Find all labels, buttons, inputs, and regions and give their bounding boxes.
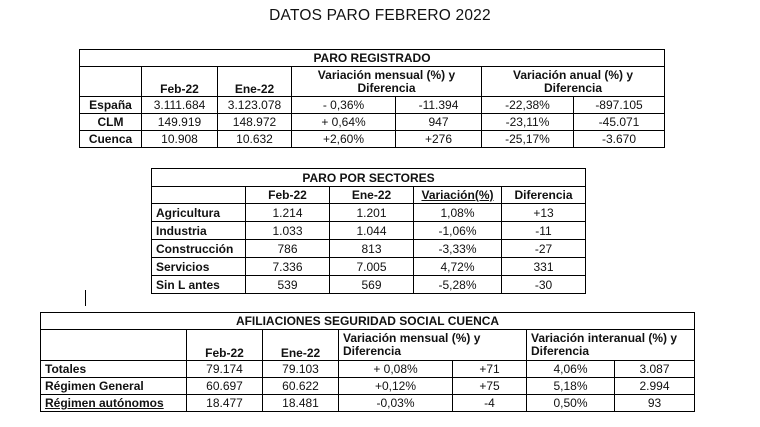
table-row <box>152 276 586 294</box>
cell-feb: 149.919 <box>142 114 218 131</box>
cell-var-i-dif: 93 <box>615 395 695 412</box>
row-label: Agricultura <box>152 204 246 222</box>
cell-feb: 786 <box>246 240 330 258</box>
cell-var-m-dif: +75 <box>453 378 527 395</box>
row-label: Totales <box>41 361 187 378</box>
table-row <box>152 240 586 258</box>
cell-var-m-pct: - 0,36% <box>292 97 396 114</box>
col-header-ene: Ene-22 <box>263 330 339 361</box>
cell-ene: 60.622 <box>263 378 339 395</box>
col-header-ene: Ene-22 <box>330 187 414 204</box>
row-label: Industria <box>152 222 246 240</box>
cell-ene: 148.972 <box>218 114 292 131</box>
cell-var-i-pct: 4,06% <box>527 361 615 378</box>
cell-var-m-pct: +2,60% <box>292 131 396 148</box>
table-row <box>80 131 665 148</box>
col-header-var-mensual: Variación mensual (%) y Diferencia <box>339 330 527 361</box>
col-header-var-mensual: Variación mensual (%) y Diferencia <box>292 67 482 97</box>
cell-variacion: -5,28% <box>414 276 502 294</box>
col-header-var-interanual: Variación interanual (%) y Diferencia <box>527 330 695 361</box>
col-header-var-anual: Variación anual (%) y Diferencia <box>482 67 665 97</box>
cell-var-m-dif: +71 <box>453 361 527 378</box>
col-header-feb: Feb-22 <box>142 67 218 97</box>
text-cursor <box>85 290 86 306</box>
cell-ene: 1.044 <box>330 222 414 240</box>
cell-var-a-dif: -45.071 <box>574 114 665 131</box>
row-label: Régimen autónomos <box>41 395 187 412</box>
cell-var-i-pct: 5,18% <box>527 378 615 395</box>
cell-feb: 7.336 <box>246 258 330 276</box>
cell-feb: 79.174 <box>187 361 263 378</box>
cell-diferencia: -11 <box>502 222 586 240</box>
header-blank-cell <box>80 67 142 97</box>
table-row <box>152 222 586 240</box>
row-label: Servicios <box>152 258 246 276</box>
cell-var-m-dif: +276 <box>396 131 482 148</box>
cell-ene: 7.005 <box>330 258 414 276</box>
row-label: Sin L antes <box>152 276 246 294</box>
cell-var-a-pct: -22,38% <box>482 97 574 114</box>
row-label: España <box>80 97 142 114</box>
row-label: Cuenca <box>80 131 142 148</box>
cell-var-m-dif: -4 <box>453 395 527 412</box>
cell-ene: 813 <box>330 240 414 258</box>
table-row <box>80 97 665 114</box>
cell-ene: 1.201 <box>330 204 414 222</box>
document-title: DATOS PARO FEBRERO 2022 <box>269 7 491 24</box>
cell-diferencia: +13 <box>502 204 586 222</box>
table-row <box>41 395 695 412</box>
cell-var-m-dif: -11.394 <box>396 97 482 114</box>
cell-var-i-dif: 3.087 <box>615 361 695 378</box>
cell-variacion: -1,06% <box>414 222 502 240</box>
cell-var-m-dif: 947 <box>396 114 482 131</box>
paro-sectores-table <box>151 168 586 294</box>
cell-var-m-pct: +0,12% <box>339 378 453 395</box>
cell-var-m-pct: -0,03% <box>339 395 453 412</box>
cell-ene: 18.481 <box>263 395 339 412</box>
cell-feb: 1.214 <box>246 204 330 222</box>
afiliaciones-title: AFILIACIONES SEGURIDAD SOCIAL CUENCA <box>41 313 695 330</box>
col-header-feb: Feb-22 <box>246 187 330 204</box>
table-row <box>41 361 695 378</box>
cell-var-m-pct: + 0,64% <box>292 114 396 131</box>
cell-var-i-dif: 2.994 <box>615 378 695 395</box>
cell-feb: 3.111.684 <box>142 97 218 114</box>
cell-ene: 10.632 <box>218 131 292 148</box>
cell-feb: 539 <box>246 276 330 294</box>
col-header-variacion: Variación(%) <box>414 187 502 204</box>
table-row <box>152 204 586 222</box>
cell-diferencia: -27 <box>502 240 586 258</box>
cell-ene: 79.103 <box>263 361 339 378</box>
cell-var-a-dif: -897.105 <box>574 97 665 114</box>
cell-ene: 3.123.078 <box>218 97 292 114</box>
table-row <box>152 258 586 276</box>
table-row <box>80 114 665 131</box>
cell-variacion: 1,08% <box>414 204 502 222</box>
cell-ene: 569 <box>330 276 414 294</box>
header-blank-cell <box>152 187 246 204</box>
header-blank-cell <box>41 330 187 361</box>
paro-sectores-title: PARO POR SECTORES <box>152 169 586 187</box>
cell-diferencia: 331 <box>502 258 586 276</box>
paro-registrado-table <box>79 49 665 148</box>
cell-variacion: -3,33% <box>414 240 502 258</box>
row-label: Régimen General <box>41 378 187 395</box>
cell-feb: 1.033 <box>246 222 330 240</box>
cell-var-i-pct: 0,50% <box>527 395 615 412</box>
row-label: Construcción <box>152 240 246 258</box>
cell-var-m-pct: + 0,08% <box>339 361 453 378</box>
afiliaciones-table <box>40 312 695 412</box>
cell-variacion: 4,72% <box>414 258 502 276</box>
col-header-feb: Feb-22 <box>187 330 263 361</box>
paro-registrado-title: PARO REGISTRADO <box>80 50 665 67</box>
table-row <box>41 378 695 395</box>
cell-var-a-dif: -3.670 <box>574 131 665 148</box>
cell-feb: 60.697 <box>187 378 263 395</box>
row-label: CLM <box>80 114 142 131</box>
cell-diferencia: -30 <box>502 276 586 294</box>
col-header-ene: Ene-22 <box>218 67 292 97</box>
cell-feb: 18.477 <box>187 395 263 412</box>
cell-var-a-pct: -23,11% <box>482 114 574 131</box>
cell-var-a-pct: -25,17% <box>482 131 574 148</box>
col-header-diferencia: Diferencia <box>502 187 586 204</box>
cell-feb: 10.908 <box>142 131 218 148</box>
